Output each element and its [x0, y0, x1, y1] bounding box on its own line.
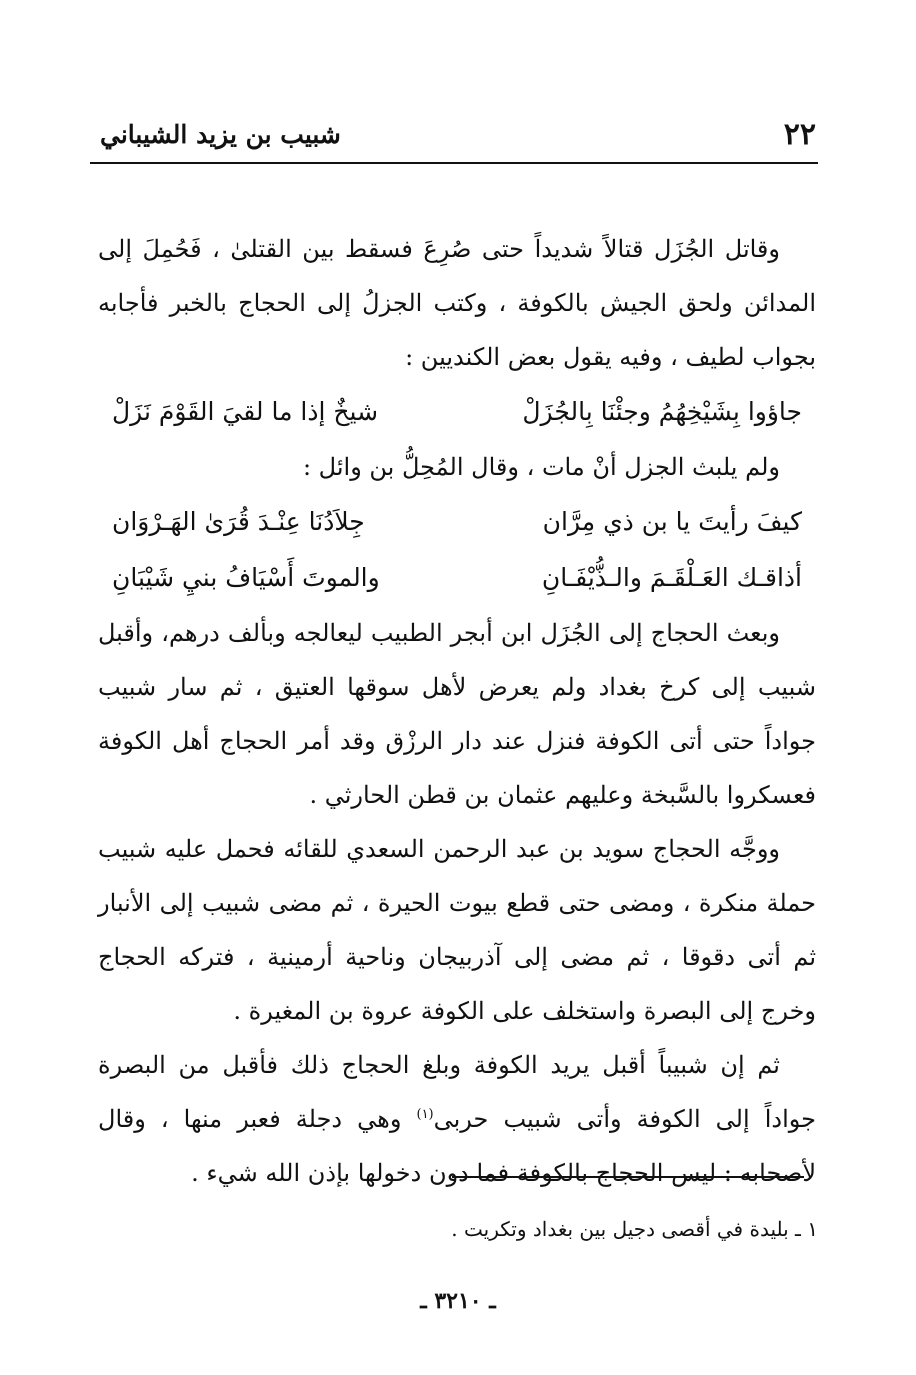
- page-header: [100, 112, 816, 158]
- verse-2-first-hemistich: كيفَ رأيتَ يا بن ذي مِرَّان: [542, 507, 802, 536]
- verse-1-second-hemistich: شيخٌ إذا ما لقيَ القَوْمَ نَزَلْ: [112, 397, 379, 426]
- footer-page-number: ـ ٣٢١٠ ـ: [420, 1288, 496, 1314]
- paragraph-1: وقاتل الجُزَل قتالاً شديداً حتى صُرِعَ فسقط بين القتلىٰ ، فَحُمِلَ إلى المدائن ولحق الجيش بالكوفة ، وكتب الجزلُ إلى الحجاج بالخبر فأجابه بجواب لطيف ، وفيه يقول بعض الكنديين :: [98, 235, 816, 371]
- page-body: [98, 222, 816, 1200]
- verse-3-first-hemistich: أذاقـك العَـلْقَـمَ والـذُّيْفَـانِ: [541, 563, 802, 592]
- paragraph-5-part-2: وهي دجلة فعبر منها ، وقال لأصحابه : ليس الحجاج بالكوفة فما دون دخولها بإذن الله شيء .: [98, 1105, 816, 1187]
- paragraph-2: ولم يلبث الجزل أنْ مات ، وقال المُحِلُّ بن وائل :: [302, 453, 780, 481]
- paragraph-4: ووجَّه الحجاج سويد بن عبد الرحمن السعدي للقائه فحمل عليه شبيب حملة منكرة ، ومضى حتى قطع بيوت الحيرة ، ثم مضى شبيب إلى الأنبار ثم أتى دقوقا ، ثم مضى إلى آذربيجان وناحية أرمينية ، فتركه الحجاج وخرج إلى البصرة واستخلف على الكوفة عروة بن المغيرة .: [98, 835, 816, 1025]
- verse-line-1: [98, 384, 816, 440]
- footnote-reference[interactable]: (١): [416, 1107, 434, 1122]
- verse-1-first-hemistich: جاؤوا بِشَيْخِهُمُ وجئْنَا بِالجُزَلْ: [522, 397, 802, 426]
- paragraph-5-part-1: ثم إن شبيباً أقبل يريد الكوفة وبلغ الحجاج ذلك فأقبل من البصرة جواداً إلى الكوفة وأتى شبيب حربى: [98, 1051, 816, 1133]
- header-rule: [90, 162, 818, 164]
- verse-3-second-hemistich: والموتَ أَسْيَافُ بنيِ شَيْبَانِ: [112, 563, 380, 592]
- paragraph-3: وبعث الحجاج إلى الجُزَل ابن أبجر الطبيب ليعالجه وبألف درهم، وأقبل شبيب إلى كرخ بغداد ولم يعرض لأهل سوقها العتيق ، ثم سار شبيب جواداً حتى أتى الكوفة فنزل عند دار الرزْق وقد أمر الحجاج أهل الكوفة فعسكروا بالسَّبخة وعليهم عثمان بن قطن الحارثي .: [98, 619, 816, 809]
- verse-2-second-hemistich: جِلاَدُنَا عِنْـدَ قُرَىٰ الهَـرْوَان: [112, 507, 365, 536]
- verse-line-2: [98, 494, 816, 550]
- footnote-rule: [452, 1176, 804, 1178]
- footnote: ١ ـ بليدة في أقصى دجيل بين بغداد وتكريت .: [451, 1217, 818, 1241]
- running-title: شبيب بن يزيد الشيباني: [100, 120, 341, 149]
- verse-line-3: [98, 550, 816, 606]
- header-page-number: ٢٢: [783, 117, 816, 152]
